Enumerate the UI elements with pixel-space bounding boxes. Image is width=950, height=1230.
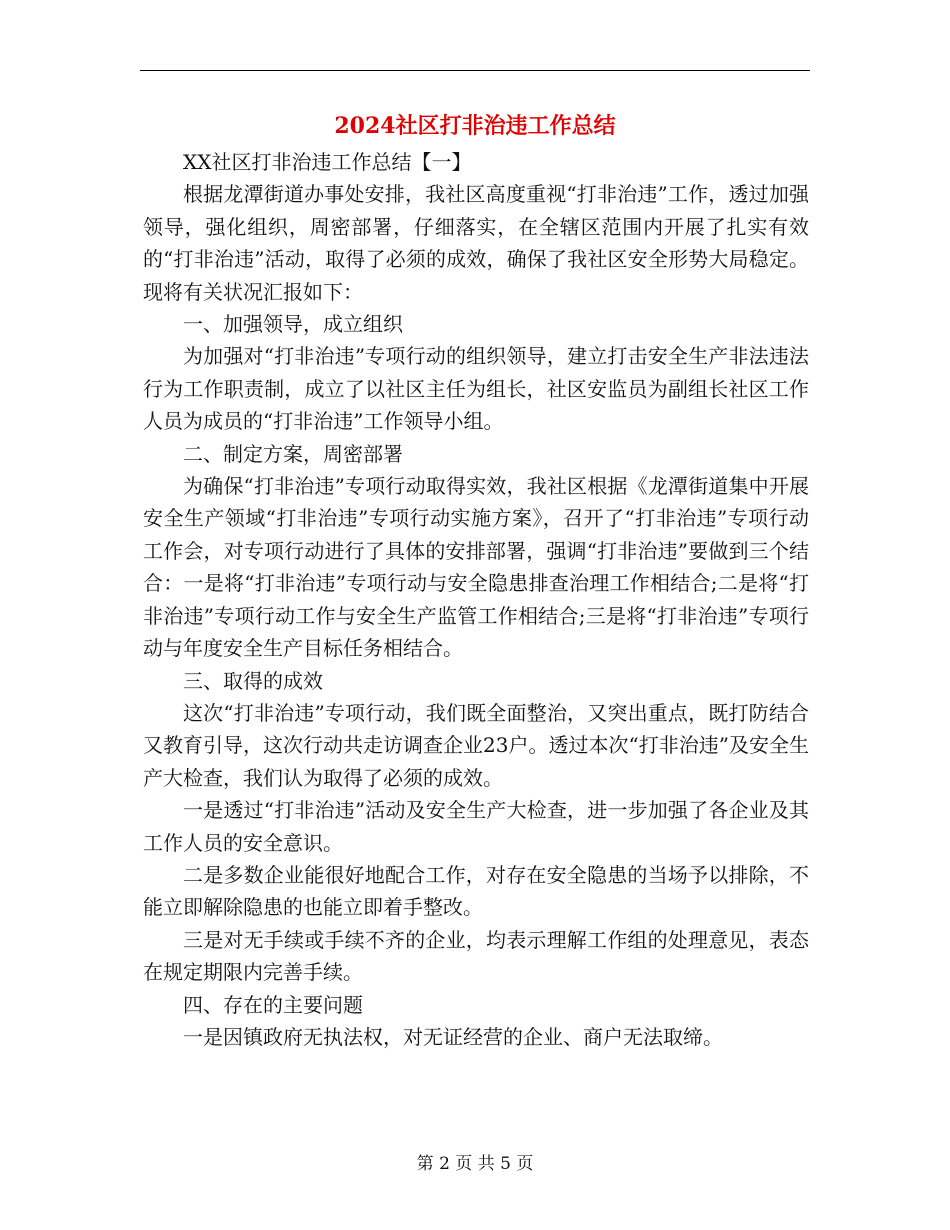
section-3-paragraph: 这次“打非治违”专项行动，我们既全面整治，又突出重点，既打防结合又教育引导，这次行动共走访调查企业23户。透过本次“打非治违”及安全生产大检查，我们认为取得了必须的成效。 bbox=[143, 700, 809, 790]
section-1-paragraph: 为加强对“打非治违”专项行动的组织领导，建立打击安全生产非法违法行为工作职责制，成立了以社区主任为组长，社区安监员为副组长社区工作人员为成员的“打非治违”工作领导小组。 bbox=[143, 344, 809, 434]
result-item-2: 二是多数企业能很好地配合工作，对存在安全隐患的当场予以排除，不能立即解除隐患的也能立即着手整改。 bbox=[143, 862, 809, 920]
intro-paragraph: 根据龙潭街道办事处安排，我社区高度重视“打非治违”工作，透过加强领导，强化组织，周密部署，仔细落实，在全辖区范围内开展了扎实有效的“打非治违”活动，取得了必须的成效，确保了我社区安全形势大局稳定。现将有关状况汇报如下： bbox=[143, 182, 809, 304]
document-title: 2024社区打非治违工作总结 bbox=[334, 113, 616, 139]
document-body bbox=[143, 146, 809, 1053]
result-item-3: 三是对无手续或手续不齐的企业，均表示理解工作组的处理意见，表态在规定期限内完善手续。 bbox=[143, 927, 809, 985]
section-heading-3: 三、取得的成效 bbox=[183, 668, 323, 693]
header-rule bbox=[140, 70, 810, 71]
section-2-paragraph: 为确保“打非治违”专项行动取得实效，我社区根据《龙潭街道集中开展安全生产领域“打非治违”专项行动实施方案》，召开了“打非治违”专项行动工作会，对专项行动进行了具体的安排部署，强调“打非治违”要做到三个结合：一是将“打非治违”专项行动与安全隐患排查治理工作相结合;二是将“打非治违”专项行动工作与安全生产监管工作相结合;三是将“打非治违”专项行动与年度安全生产目标任务相结合。 bbox=[143, 474, 809, 661]
section-heading-2: 二、制定方案，周密部署 bbox=[183, 441, 403, 466]
section-subtitle: XX社区打非治违工作总结【一】 bbox=[183, 150, 472, 174]
result-item-1: 一是透过“打非治违”活动及安全生产大检查，进一步加强了各企业及其工作人员的安全意识。 bbox=[143, 798, 809, 855]
section-heading-1: 一、加强领导，成立组织 bbox=[183, 312, 403, 337]
problem-item-1: 一是因镇政府无执法权，对无证经营的企业、商户无法取缔。 bbox=[183, 1024, 723, 1049]
page-footer: 第 2 页 共 5 页 bbox=[416, 1154, 534, 1174]
section-heading-4: 四、存在的主要问题 bbox=[183, 992, 363, 1017]
